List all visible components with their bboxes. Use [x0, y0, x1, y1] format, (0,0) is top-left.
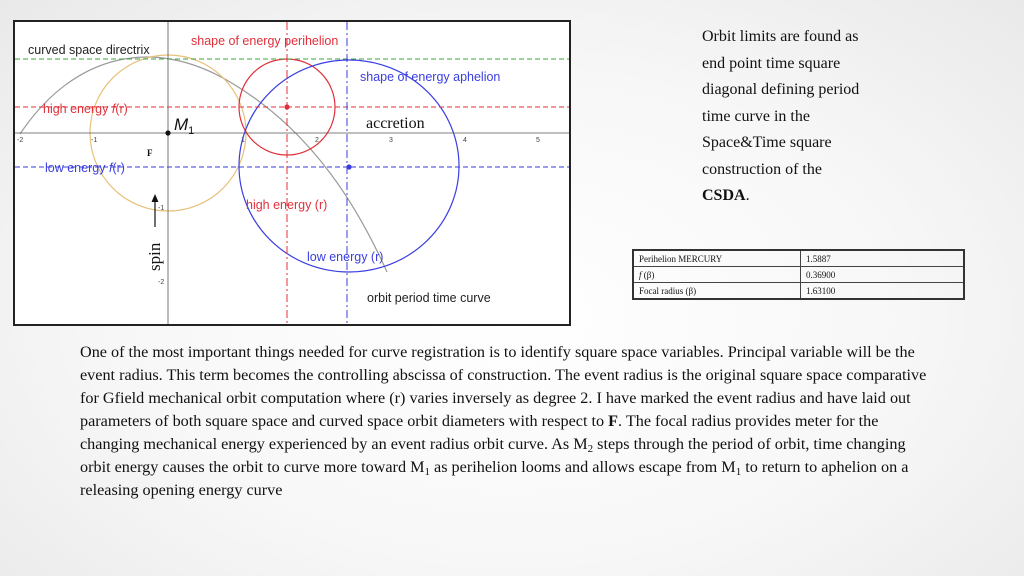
- low-energy-r-label: low energy (r): [307, 250, 384, 264]
- x-tick: -2: [17, 137, 24, 144]
- spin-label: spin: [145, 242, 164, 271]
- x-tick: 1: [241, 137, 245, 144]
- orbit-diagram: [13, 20, 571, 326]
- high-energy-r-label: high energy (r): [246, 198, 328, 212]
- accretion-label: accretion: [366, 115, 425, 132]
- y-tick: -1: [158, 205, 165, 212]
- aphelion-point: [346, 164, 351, 169]
- table-label-cell: Perihelion MERCURY: [633, 250, 801, 267]
- m1-point: [165, 130, 170, 135]
- table-label-cell: f (β): [633, 267, 801, 283]
- directrix-label: curved space directrix: [28, 43, 150, 57]
- high-energy-f-label: high energy f(r): [43, 102, 128, 116]
- x-tick: 4: [463, 137, 467, 144]
- table-value-cell: 0.36900: [801, 267, 965, 283]
- side-line: Orbit limits are found as: [702, 28, 859, 45]
- diagram-canvas: [15, 22, 569, 324]
- side-line: CSDA.: [702, 187, 750, 204]
- m1-label: $M_1$: [174, 115, 195, 137]
- x-tick: -1: [91, 137, 98, 144]
- x-tick: 2: [315, 137, 319, 144]
- table-row: [633, 283, 964, 300]
- low-energy-f-label: low energy f(r): [45, 161, 125, 175]
- table-row: [633, 250, 964, 267]
- parameters-table: [632, 249, 965, 300]
- side-line: time curve in the: [702, 107, 810, 125]
- focal-letter-f: F: [608, 412, 619, 430]
- perihelion-point: [284, 104, 289, 109]
- side-line: construction of the: [702, 160, 822, 178]
- y-tick: -2: [158, 279, 165, 286]
- x-tick: 5: [536, 137, 540, 144]
- body-paragraph: One of the most important things needed for curve registration is to identify square space variables. Principal variable will be the event radius. This term becomes the controlling abscissa of construction. The event radius is the original square space comparative for Gfield mechanical orbit computation where (r) varies inversely as degree 2. I have marked the event radius and have laid out parameters of both square space and curved space orbit diameters with respect to F. The focal radius provides meter for the changing mechanical energy experienced by an event radius orbit curve. As $M_2$ steps through the period of orbit, time changing orbit energy causes the orbit to curve more toward $M_1$ as perihelion looms and allows escape from $M_1$ to return to aphelion on a releasing opening energy curve: [80, 343, 927, 499]
- x-tick: 3: [389, 137, 393, 144]
- orbit-period-label: orbit period time curve: [367, 291, 491, 305]
- side-line: diagonal defining period: [702, 81, 860, 98]
- side-line: Space&Time square: [702, 134, 832, 151]
- spin-arrow-head: [152, 194, 159, 202]
- side-line: end point time square: [702, 54, 841, 72]
- table-label-cell: Focal radius (β): [633, 283, 801, 300]
- side-description: [702, 24, 922, 210]
- table-row: [633, 267, 964, 283]
- force-label: F: [147, 148, 153, 158]
- aphelion-label: shape of energy aphelion: [360, 70, 501, 84]
- csda-term: CSDA: [702, 187, 746, 204]
- table-value-cell: 1.63100: [801, 283, 965, 300]
- perihelion-label: shape of energy perihelion: [191, 34, 339, 48]
- table-value-cell: 1.5887: [801, 250, 965, 267]
